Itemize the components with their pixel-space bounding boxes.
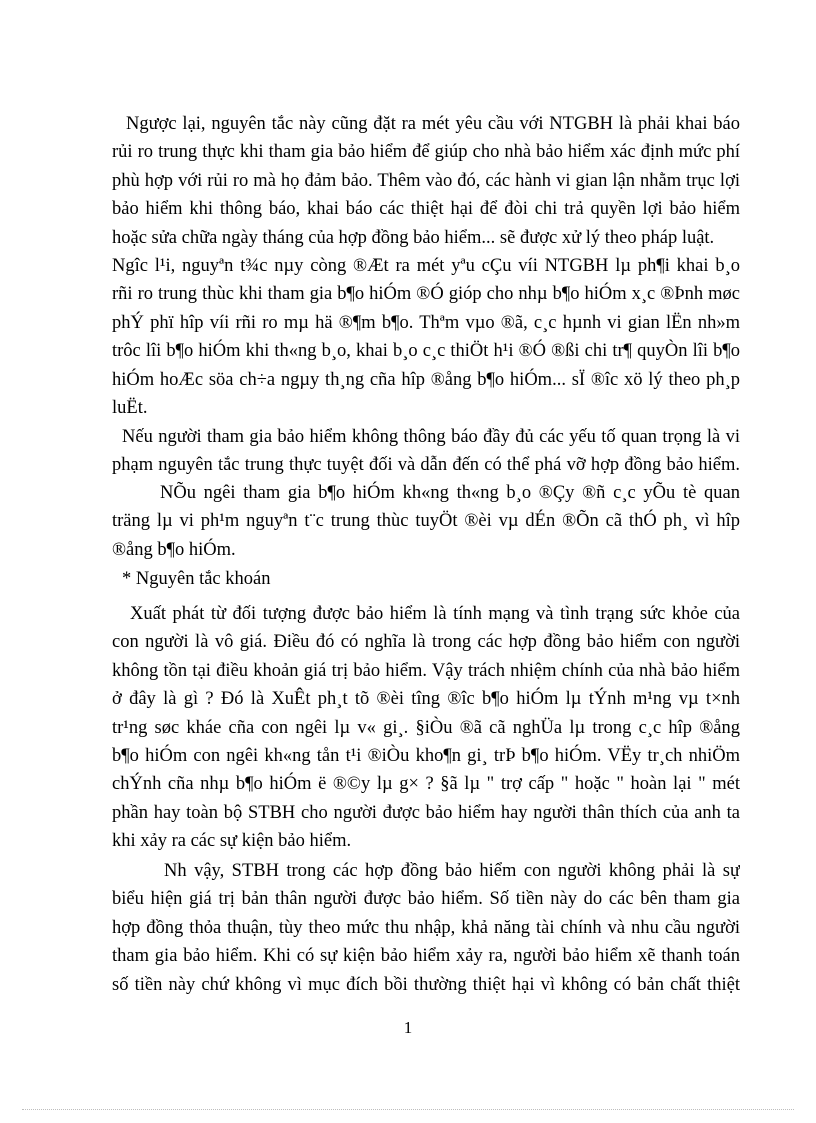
- paragraph-1: [112, 110, 740, 252]
- text-line: Nh vậy, STBH trong các hợp đồng bảo hiểm con người không phải là sự: [164, 861, 740, 881]
- paragraph-7: [112, 857, 740, 999]
- text-line: b¶o hiÓm con ngêi kh«ng tån t¹i ®iÒu kho¶n gi¸ trÞ b¶o hiÓm. VËy tr¸ch nhiÖm: [112, 745, 740, 766]
- text-line: luËt.: [112, 397, 148, 418]
- text-line: bảo hiểm khi thông báo, khai báo các thiệt hại để đòi chi trả quyền lợi bảo hiểm: [112, 199, 740, 220]
- text-line: biểu hiện giá trị bản thân người được bảo hiểm. Số tiền này do các bên tham gia: [112, 889, 740, 910]
- text-line: NÕu ngêi tham gia b¶o hiÓm kh«ng th«ng b¸o ®Çy ®ñ c¸c yÕu tè quan: [160, 483, 740, 503]
- section-heading: [112, 565, 740, 593]
- paragraph-4: [112, 479, 740, 564]
- text-line: Ngîc l¹i, nguyªn t¾c nµy còng ®Æt ra mét yªu cÇu víi NTGBH lµ ph¶i khai b¸o: [112, 256, 740, 276]
- text-line: con người là vô giá. Điều đó có nghĩa là trong các hợp đồng bảo hiểm con người: [112, 632, 740, 653]
- text-line: trôc lîi b¶o hiÓm khi th«ng b¸o, khai b¸o c¸c thiÖt h¹i ®Ó ®ßi chi tr¶ quyÒn lîi b¶o: [112, 341, 740, 362]
- page-number: 1: [403, 1018, 413, 1037]
- text-line: ở đây là gì ? Đó là XuÊt ph¸t tõ ®èi tîng ®îc b¶o hiÓm lµ tÝnh m¹ng vµ t×nh: [112, 689, 740, 710]
- text-line: không tồn tại điều khoản giá trị bảo hiểm. Vậy trách nhiệm chính của nhà bảo hiểm: [112, 660, 740, 681]
- paragraph-6: [112, 600, 740, 856]
- text-line: rñi ro trung thùc khi tham gia b¶o hiÓm ®Ó gióp cho nhµ b¶o hiÓm x¸c ®Þnh møc: [112, 284, 740, 305]
- text-line: phÝ phï hîp víi rñi ro mµ hä ®¶m b¶o. Thªm vµo ®ã, c¸c hµnh vi gian lËn nh»m: [112, 312, 740, 333]
- heading-text: * Nguyên tắc khoán: [122, 569, 271, 589]
- text-line: Ngược lại, nguyên tắc này cũng đặt ra mét yêu cầu với NTGBH là phải khai báo: [126, 114, 740, 134]
- text-line: tham gia bảo hiểm. Khi có sự kiện bảo hiểm xảy ra, người bảo hiểm xẽ thanh toán: [112, 946, 740, 967]
- text-line: hoặc sửa chữa ngày tháng của hợp đồng bảo hiểm... sẽ được xử lý theo pháp luật.: [112, 227, 715, 248]
- text-line: Nếu người tham gia bảo hiểm không thông báo đầy đủ các yếu tố quan trọng là vi: [122, 427, 740, 447]
- paragraph-3: [112, 423, 740, 480]
- text-line: rủi ro trung thực khi tham gia bảo hiểm để giúp cho nhà bảo hiểm xác định mức phí: [112, 142, 740, 163]
- text-line: tr¹ng søc kháe cña con ngêi lµ v« gi¸. §iÒu ®ã cã nghÜa lµ trong c¸c hîp ®ång: [112, 717, 740, 738]
- text-line: khi xảy ra các sự kiện bảo hiểm.: [112, 831, 352, 852]
- text-line: Xuất phát từ đối tượng được bảo hiểm là tính mạng và tình trạng sức khỏe của: [130, 604, 740, 624]
- text-line: phạm nguyên tắc trung thực tuyệt đối và dẫn đến có thể phá vỡ hợp đồng bảo hiểm.: [112, 455, 740, 476]
- text-line: chÝnh cña nhµ b¶o hiÓm ë ®©y lµ g× ? §ã lµ " trợ cấp " hoặc " hoàn lại " mét: [112, 774, 740, 795]
- text-line: phần hay toàn bộ STBH cho người được bảo hiểm hay người thân thích của anh ta: [112, 802, 740, 823]
- text-line: träng lµ vi ph¹m nguyªn t¨c trung thùc tuyÖt ®èi vµ dÉn ®Õn cã thÓ ph¸ vì hîp: [112, 511, 740, 532]
- text-line: ®ång b¶o hiÓm.: [112, 539, 236, 560]
- text-line: hiÓm hoÆc söa ch÷a ngµy th¸ng cña hîp ®ång b¶o hiÓm... sÏ ®îc xö lý theo ph¸p: [112, 369, 740, 390]
- page-bottom-divider: [22, 1109, 794, 1110]
- text-line: hợp đồng thỏa thuận, tùy theo mức thu nhập, khả năng tài chính và nhu cầu người: [112, 917, 740, 938]
- text-line: số tiền này chứ không vì mục đích bồi thường thiệt hại vì không có bản chất thiệt: [112, 974, 740, 995]
- paragraph-2: [112, 252, 740, 422]
- text-line: phù hợp với rủi ro mà họ đảm bảo. Thêm vào đó, các hành vi gian lận nhằm trục lợi: [112, 170, 740, 191]
